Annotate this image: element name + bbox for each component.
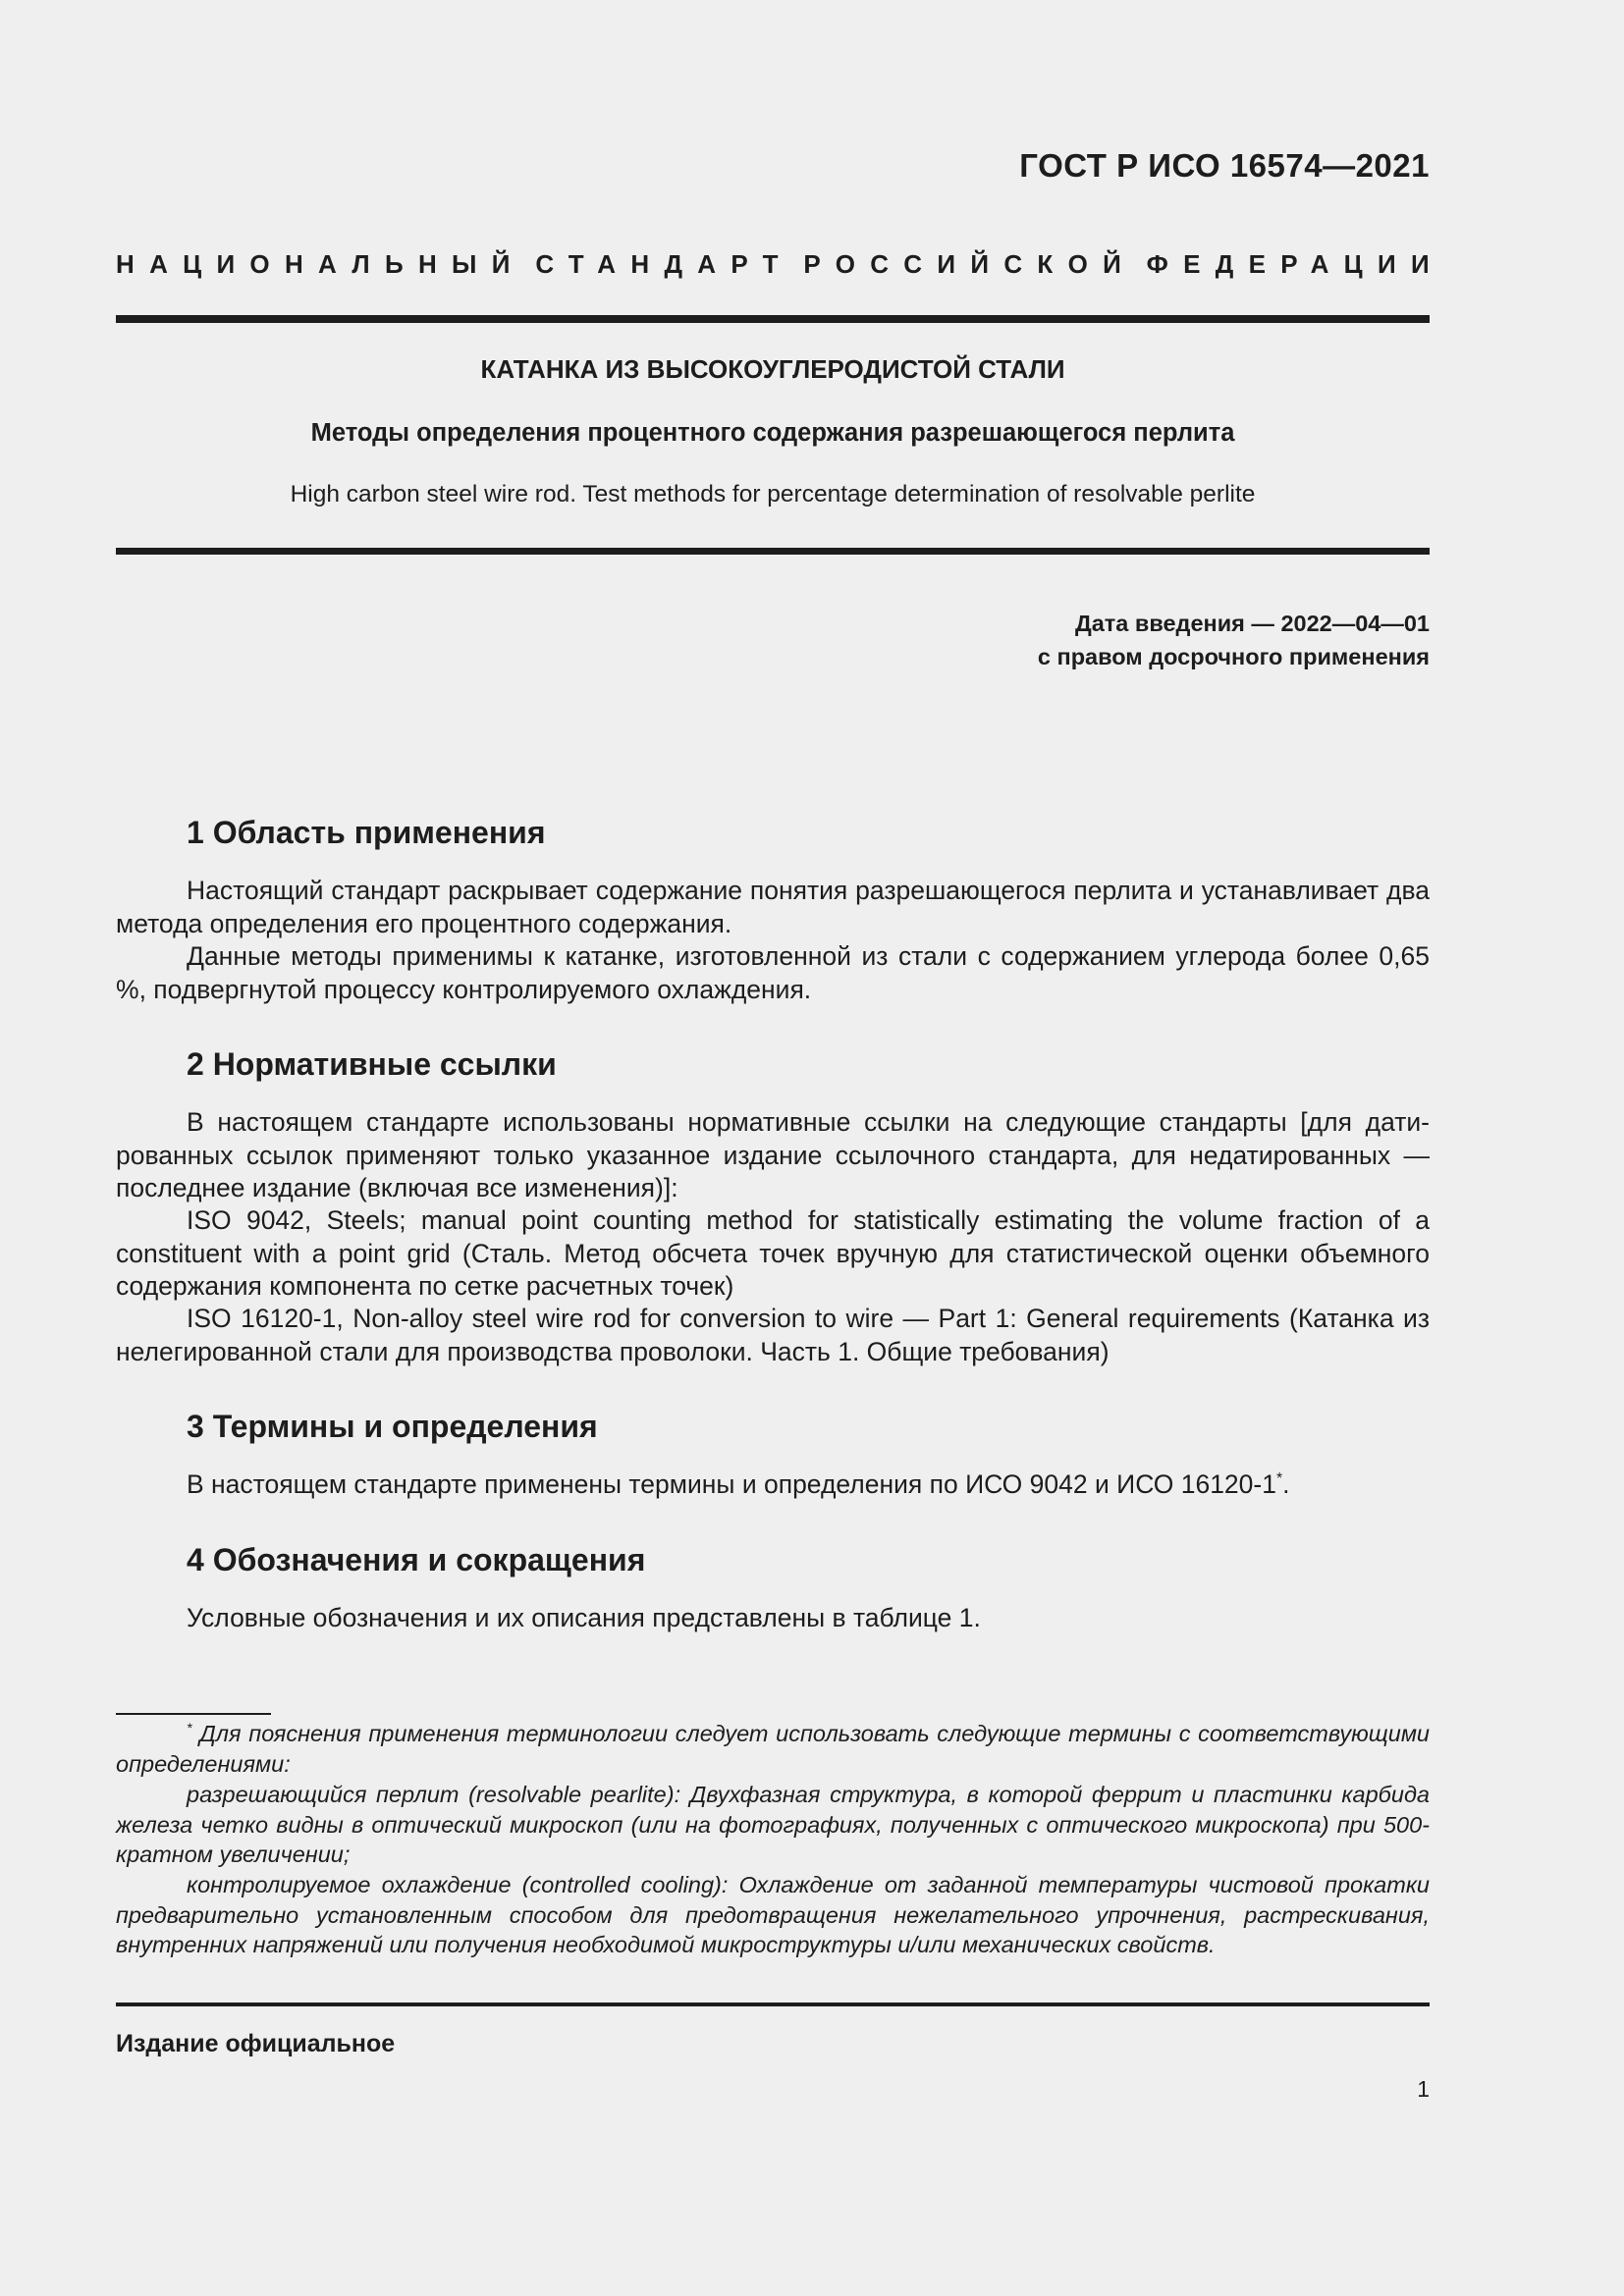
paragraph: Данные методы применимы к катанке, изготовленной из стали с содержанием углерода более 0,65 %, подвергнутой процессу контролируемого охлаждения.	[116, 941, 1430, 1004]
reference-item: ISO 16120-1, Non-alloy steel wire rod for conversion to wire — Part 1: General requirements (Катанка из нелегированной стали для производства проволоки. Часть 1. Общие требования)	[116, 1304, 1430, 1366]
section-heading: 2 Нормативные ссылки	[187, 1046, 557, 1082]
section-heading: 1 Область применения	[187, 815, 546, 850]
paragraph-text: В настоящем стандарте применены термины и определения по ИСО 9042 и ИСО 16120-1	[187, 1469, 1276, 1499]
footnote-lead: Для пояснения применения терминологии следует использовать следующие термины с соответствующими определениями:	[116, 1721, 1430, 1777]
title-divider	[116, 548, 1430, 555]
paragraph	[116, 1468, 1430, 1502]
english-title: High carbon steel wire rod. Test methods for percentage determination of resolvable perlite	[290, 481, 1256, 507]
banner-word: СТАНДАРТ	[535, 249, 793, 279]
document-code: ГОСТ Р ИСО 16574—2021	[1019, 147, 1430, 184]
paragraph-end: .	[1282, 1469, 1290, 1499]
top-divider	[116, 315, 1430, 323]
early-application-note: с правом досрочного применения	[1037, 644, 1430, 669]
footnote-reference[interactable]: *	[1275, 1470, 1283, 1488]
reference-item: ISO 9042, Steels; manual point counting method for statistically estimating the volume fraction of a constituent with a point grid (Сталь. Метод обсчета точек вручную для статистической оценки объемного содержания компонента по сетке расчетных точек)	[116, 1205, 1430, 1301]
introduction-date-block	[1038, 607, 1430, 673]
footer-divider	[116, 2002, 1430, 2006]
footnote-divider	[116, 1713, 271, 1715]
national-standard-banner	[116, 249, 1444, 280]
banner-word: ФЕДЕРАЦИИ	[1146, 249, 1444, 279]
footnote-text	[116, 1719, 1430, 1779]
paragraph: Условные обозначения и их описания представлены в таблице 1.	[187, 1603, 981, 1632]
paragraph: Настоящий стандарт раскрывает содержание понятия разрешающегося перлита и устанавливает два метода определения его процентного содержания.	[116, 876, 1430, 938]
banner-word: НАЦИОНАЛЬНЫЙ	[116, 249, 525, 279]
section-heading: 4 Обозначения и сокращения	[187, 1542, 646, 1577]
footnote-marker: *	[187, 1720, 192, 1736]
section-heading: 3 Термины и определения	[187, 1409, 598, 1444]
document-subtitle: Методы определения процентного содержания разрешающегося перлита	[310, 419, 1235, 447]
document-title: КАТАНКА ИЗ ВЫСОКОУГЛЕРОДИСТОЙ СТАЛИ	[480, 354, 1065, 384]
page-number: 1	[1417, 2076, 1430, 2102]
paragraph: В настоящем стандарте использованы нормативные ссылки на следующие стандарты [для датированных ссылок применяют только указанное издание ссылочного стандарта, для недатированных — последнее издание (включая все изменения)]:	[116, 1107, 1430, 1202]
footnote-definition: контролируемое охлаждение (controlled cooling): Охлаждение от заданной температуры чистовой прокатки предварительно установленным способом для предотвращения нежелательного упрочнения, растрескивания, внутренних напряжений или получения необходимой микроструктуры и/или механических свойств.	[116, 1872, 1430, 1957]
official-edition-label: Издание официальное	[116, 2030, 396, 2057]
banner-word: РОССИЙСКОЙ	[803, 249, 1137, 279]
footnote-definition: разрешающийся перлит (resolvable pearlite): Двухфазная структура, в которой феррит и пластинки карбида железа четко видны в оптический микроскоп (или на фотографиях, полученных с оптического микроскопа) при 500-кратном увеличении;	[116, 1782, 1430, 1867]
introduction-date: Дата введения — 2022—04—01	[1074, 611, 1430, 636]
